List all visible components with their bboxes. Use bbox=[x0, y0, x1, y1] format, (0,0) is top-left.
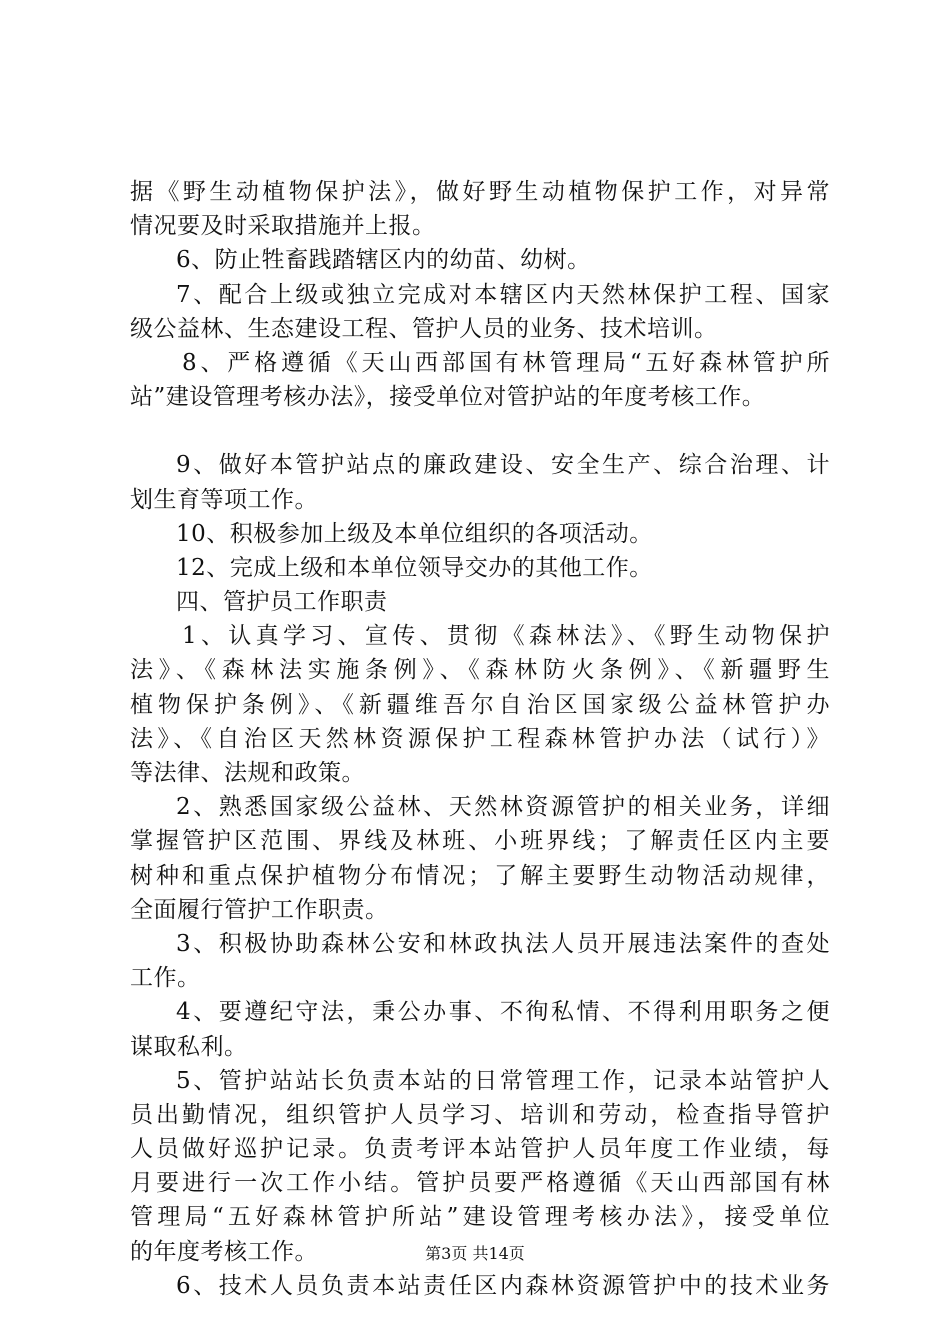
paragraph-line: 员出勤情况，组织管护人员学习、培训和劳动，检查指导管护 bbox=[130, 1101, 830, 1128]
paragraph-line: 的年度考核工作。 bbox=[130, 1238, 318, 1265]
paragraph-line: 站”建设管理考核办法》，接受单位对管护站的年度考核工作。 bbox=[130, 384, 766, 411]
section-heading: 四、管护员工作职责 bbox=[176, 589, 388, 616]
paragraph-line: 月要进行一次工作小结。管护员要严格遵循《天山西部国有林 bbox=[130, 1170, 830, 1197]
paragraph-line: 6、防止牲畜践踏辖区内的幼苗、幼树。 bbox=[176, 247, 591, 274]
paragraph-line: 2、熟悉国家级公益林、天然林资源管护的相关业务，详细 bbox=[176, 794, 830, 821]
paragraph-line: 法》、《自治区天然林资源保护工程森林管护办法（试行）》 bbox=[130, 725, 830, 752]
paragraph-line: 掌握管护区范围、界线及林班、小班界线；了解责任区内主要 bbox=[130, 828, 830, 855]
paragraph-line: 7、配合上级或独立完成对本辖区内天然林保护工程、国家 bbox=[176, 281, 830, 308]
paragraph-line: 1、认真学习、宣传、贯彻《森林法》、《野生动物保护 bbox=[182, 623, 830, 650]
paragraph-line: 植物保护条例》、《新疆维吾尔自治区国家级公益林管护办 bbox=[130, 691, 830, 718]
blank-gap bbox=[130, 414, 830, 448]
paragraph-line: 管理局“五好森林管护所站”建设管理考核办法》，接受单位 bbox=[130, 1204, 830, 1231]
paragraph-line: 谋取私利。 bbox=[130, 1033, 248, 1060]
paragraph-line: 5、管护站站长负责本站的日常管理工作，记录本站管护人 bbox=[176, 1067, 830, 1094]
paragraph-line: 4、要遵纪守法，秉公办事、不徇私情、不得利用职务之便 bbox=[176, 999, 830, 1026]
paragraph-line: 工作。 bbox=[130, 965, 201, 992]
paragraph-line: 6、技术人员负责本站责任区内森林资源管护中的技术业务 bbox=[176, 1272, 830, 1299]
paragraph-line: 法》、《森林法实施条例》、《森林防火条例》、《新疆野生 bbox=[130, 657, 830, 684]
paragraph-line: 据《野生动植物保护法》，做好野生动植物保护工作，对异常 bbox=[130, 179, 830, 205]
paragraph-line: 9、做好本管护站点的廉政建设、安全生产、综合治理、计 bbox=[176, 452, 830, 479]
paragraph-line: 12、完成上级和本单位领导交办的其他工作。 bbox=[176, 554, 653, 581]
page-footer: 第3页 共14页 bbox=[425, 1244, 525, 1263]
paragraph-line: 树种和重点保护植物分布情况；了解主要野生动物活动规律， bbox=[130, 862, 830, 889]
paragraph-line: 3、积极协助森林公安和林政执法人员开展违法案件的查处 bbox=[176, 930, 830, 957]
paragraph-line: 全面履行管护工作职责。 bbox=[130, 896, 389, 923]
body-text bbox=[130, 175, 830, 1303]
paragraph-line: 人员做好巡护记录。负责考评本站管护人员年度工作业绩，每 bbox=[130, 1136, 830, 1163]
paragraph-line: 10、积极参加上级及本单位组织的各项活动。 bbox=[176, 520, 653, 547]
paragraph-line: 等法律、法规和政策。 bbox=[130, 760, 365, 786]
paragraph-line: 情况要及时采取措施并上报。 bbox=[130, 213, 436, 240]
paragraph-line: 级公益林、生态建设工程、管护人员的业务、技术培训。 bbox=[130, 315, 718, 342]
paragraph-line: 8、严格遵循《天山西部国有林管理局“五好森林管护所 bbox=[182, 349, 830, 376]
paragraph-line: 划生育等项工作。 bbox=[130, 486, 318, 513]
